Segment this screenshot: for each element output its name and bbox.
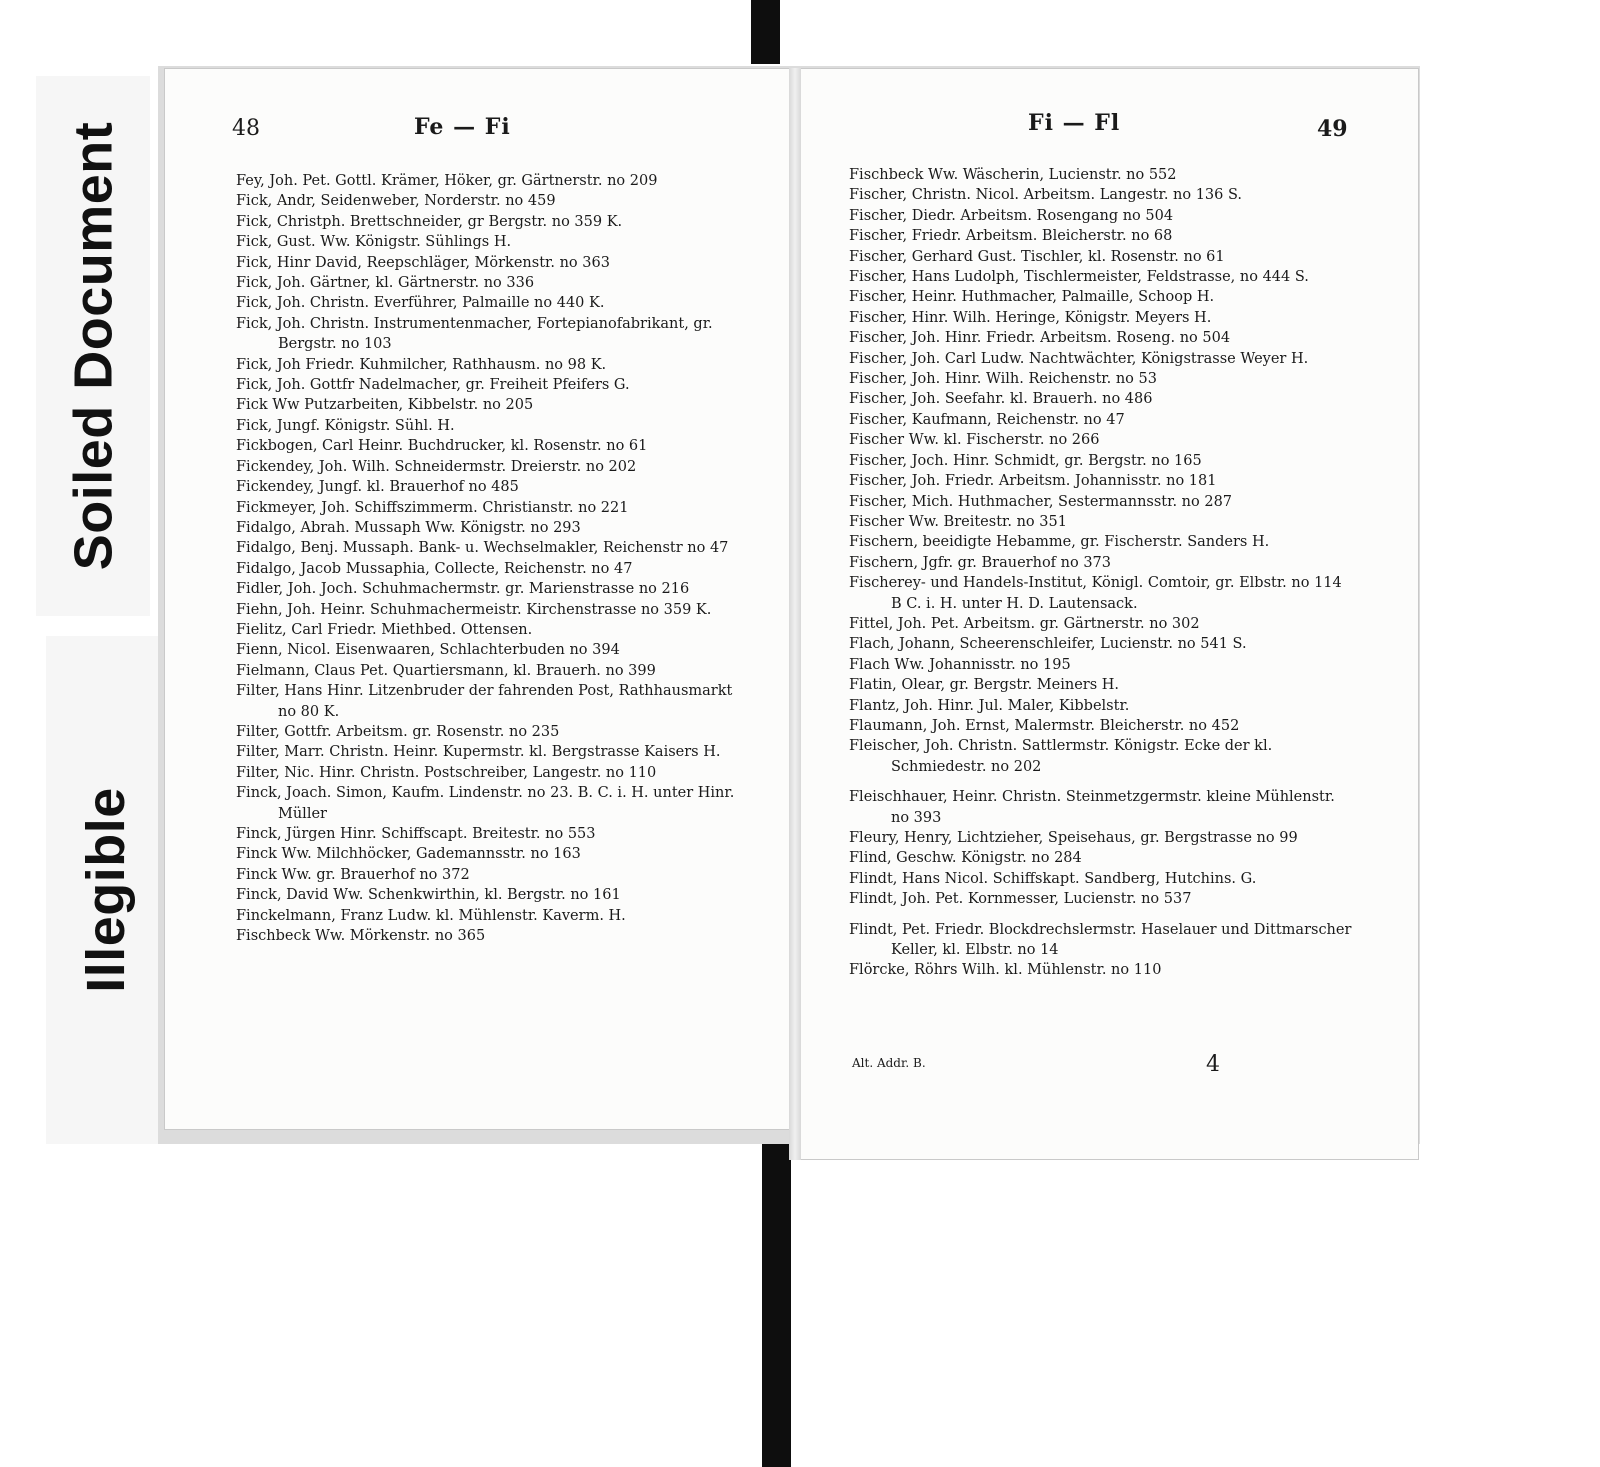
right-page-number: 49 xyxy=(1317,116,1348,142)
directory-entry: Finckelmann, Franz Ludw. kl. Mühlenstr. Kaverm. H. xyxy=(236,907,626,924)
directory-entry: Fischer, Friedr. Arbeitsm. Bleicherstr. no 68 xyxy=(849,228,1173,245)
directory-entry: Fick, Jungf. Königstr. Sühl. H. xyxy=(236,417,455,434)
right-entry-list xyxy=(849,165,1354,981)
directory-entry: Flantz, Joh. Hinr. Jul. Maler, Kibbelstr. xyxy=(849,697,1130,714)
directory-entry: Fischer, Diedr. Arbeitsm. Rosengang no 504 xyxy=(849,207,1174,224)
directory-entry: Fickbogen, Carl Heinr. Buchdrucker, kl. Rosenstr. no 61 xyxy=(236,438,648,455)
directory-entry: Fischer, Heinr. Huthmacher, Palmaille, Schoop H. xyxy=(849,289,1215,306)
left-page-number: 48 xyxy=(232,116,260,141)
directory-entry: Flach, Johann, Scheerenschleifer, Lucienstr. no 541 S. xyxy=(849,636,1247,653)
directory-entry: Finck Ww. Milchhöcker, Gademannsstr. no 163 xyxy=(236,846,581,863)
directory-entry: Fischer, Joh. Hinr. Friedr. Arbeitsm. Roseng. no 504 xyxy=(849,330,1231,347)
directory-entry: Flindt, Pet. Friedr. Blockdrechslermstr. Haselauer und Dittmarscher Keller, kl. Elbstr. no 14 xyxy=(849,921,1352,959)
illegible-label xyxy=(46,636,166,1144)
directory-entry: Fischer, Kaufmann, Reichenstr. no 47 xyxy=(849,411,1125,428)
footer-note: Alt. Addr. B. xyxy=(852,1056,926,1070)
directory-entry: Fielitz, Carl Friedr. Miethbed. Ottensen. xyxy=(236,621,533,638)
directory-entry: Fischern, Jgfr. gr. Brauerhof no 373 xyxy=(849,554,1112,571)
directory-entry: Fischer, Christn. Nicol. Arbeitsm. Langestr. no 136 S. xyxy=(849,187,1243,204)
directory-entry: Flach Ww. Johannisstr. no 195 xyxy=(849,656,1071,673)
directory-entry: Fickendey, Jungf. kl. Brauerhof no 485 xyxy=(236,479,519,496)
directory-entry: Fiehn, Joh. Heinr. Schuhmachermeistr. Kirchenstrasse no 359 K. xyxy=(236,601,712,618)
directory-entry: Fleury, Henry, Lichtzieher, Speisehaus, gr. Bergstrasse no 99 xyxy=(849,830,1298,846)
directory-entry: Fischer, Joch. Hinr. Schmidt, gr. Bergstr. no 165 xyxy=(849,452,1202,469)
illegible-text: Illegible xyxy=(76,787,136,993)
directory-entry: Fischer, Joh. Friedr. Arbeitsm. Johannisstr. no 181 xyxy=(849,473,1217,490)
soiled-document-text: Soiled Document xyxy=(63,121,124,571)
directory-entry: Flindt, Hans Nicol. Schiffskapt. Sandberg, Hutchins. G. xyxy=(849,870,1257,887)
directory-entry: Fidalgo, Jacob Mussaphia, Collecte, Reichenstr. no 47 xyxy=(236,560,633,577)
directory-entry: Fischbeck Ww. Wäscherin, Lucienstr. no 552 xyxy=(849,167,1177,183)
directory-entry: Flatin, Olear, gr. Bergstr. Meiners H. xyxy=(849,677,1120,694)
directory-entry: Flörcke, Röhrs Wilh. kl. Mühlenstr. no 110 xyxy=(849,962,1162,979)
directory-entry: Fischer Ww. kl. Fischerstr. no 266 xyxy=(849,432,1100,449)
directory-entry: Fick, Hinr David, Reepschläger, Mörkenstr. no 363 xyxy=(236,254,610,271)
soiled-document-label xyxy=(36,76,150,616)
directory-entry: Fischbeck Ww. Mörkenstr. no 365 xyxy=(236,928,486,945)
directory-entry: Flindt, Joh. Pet. Kornmesser, Lucienstr. no 537 xyxy=(849,891,1192,908)
directory-entry: Fischer, Joh. Seefahr. kl. Brauerh. no 486 xyxy=(849,391,1153,408)
book-gutter xyxy=(789,68,801,1160)
directory-entry: Finck Ww. gr. Brauerhof no 372 xyxy=(236,866,470,883)
directory-entry: Fey, Joh. Pet. Gottl. Krämer, Höker, gr. Gärtnerstr. no 209 xyxy=(236,173,658,189)
directory-entry: Fittel, Joh. Pet. Arbeitsm. gr. Gärtnerstr. no 302 xyxy=(849,615,1200,632)
directory-entry: Finck, Jürgen Hinr. Schiffscapt. Breitestr. no 553 xyxy=(236,826,596,842)
directory-entry: Fick, Gust. Ww. Königstr. Sühlings H. xyxy=(236,234,512,251)
directory-entry: Finck, David Ww. Schenkwirthin, kl. Bergstr. no 161 xyxy=(236,887,621,904)
binding-strip-bottom xyxy=(762,1132,791,1467)
directory-entry: Fidler, Joh. Joch. Schuhmachermstr. gr. Marienstrasse no 216 xyxy=(236,581,690,598)
directory-entry: Flaumann, Joh. Ernst, Malermstr. Bleicherstr. no 452 xyxy=(849,717,1240,734)
directory-entry: Filter, Gottfr. Arbeitsm. gr. Rosenstr. no 235 xyxy=(236,723,560,740)
directory-entry: Fidalgo, Benj. Mussaph. Bank- u. Wechselmakler, Reichenstr no 47 xyxy=(236,540,729,557)
directory-entry: Fick, Joh. Gottfr Nadelmacher, gr. Freiheit Pfeifers G. xyxy=(236,377,630,394)
directory-entry: Fleischhauer, Heinr. Christn. Steinmetzgermstr. kleine Mühlenstr. no 393 xyxy=(849,789,1335,826)
binding-strip-top xyxy=(751,0,780,64)
directory-entry: Fickendey, Joh. Wilh. Schneidermstr. Dreierstr. no 202 xyxy=(236,458,637,475)
directory-entry: Fischer, Mich. Huthmacher, Sestermannsstr. no 287 xyxy=(849,493,1233,510)
directory-entry: Fischer Ww. Breitestr. no 351 xyxy=(849,513,1067,530)
directory-entry: Fischern, beeidigte Hebamme, gr. Fischerstr. Sanders H. xyxy=(849,534,1270,551)
directory-entry: Fischer, Gerhard Gust. Tischler, kl. Rosenstr. no 61 xyxy=(849,248,1225,265)
directory-entry: Fischer, Joh. Hinr. Wilh. Reichenstr. no 53 xyxy=(849,371,1157,388)
directory-entry: Fick, Joh. Gärtner, kl. Gärtnerstr. no 336 xyxy=(236,275,535,292)
directory-entry: Fick, Joh. Christn. Everführer, Palmaille no 440 K. xyxy=(236,295,605,312)
directory-entry: Fick, Christph. Brettschneider, gr Bergstr. no 359 K. xyxy=(236,213,623,230)
directory-entry: Filter, Marr. Christn. Heinr. Kupermstr. kl. Bergstrasse Kaisers H. xyxy=(236,744,721,761)
directory-entry: Flind, Geschw. Königstr. no 284 xyxy=(849,850,1082,867)
signature-mark: 4 xyxy=(1206,1052,1220,1077)
right-running-head: Fi — Fl xyxy=(1028,110,1121,136)
directory-entry: Fick, Andr, Seidenweber, Norderstr. no 459 xyxy=(236,193,556,210)
directory-entry: Fleischer, Joh. Christn. Sattlermstr. Königstr. Ecke der kl. Schmiedestr. no 202 xyxy=(849,738,1273,775)
directory-entry: Finck, Joach. Simon, Kaufm. Lindenstr. no 23. B. C. i. H. unter Hinr. Müller xyxy=(236,785,735,822)
directory-entry: Fick, Joh Friedr. Kuhmilcher, Rathhausm. no 98 K. xyxy=(236,356,607,373)
directory-entry: Fischer, Hans Ludolph, Tischlermeister, Feldstrasse, no 444 S. xyxy=(849,269,1309,286)
directory-entry: Filter, Nic. Hinr. Christn. Postschreiber, Langestr. no 110 xyxy=(236,764,657,781)
directory-entry: Fick, Joh. Christn. Instrumentenmacher, Fortepianofabrikant, gr. Bergstr. no 103 xyxy=(236,315,713,353)
directory-entry: Fick Ww Putzarbeiten, Kibbelstr. no 205 xyxy=(236,397,534,414)
directory-entry: Fielmann, Claus Pet. Quartiersmann, kl. Brauerh. no 399 xyxy=(236,662,656,679)
directory-entry: Fischer, Joh. Carl Ludw. Nachtwächter, Königstrasse Weyer H. xyxy=(849,350,1309,367)
directory-entry: Filter, Hans Hinr. Litzenbruder der fahrenden Post, Rathhausmarkt no 80 K. xyxy=(236,683,733,720)
left-running-head: Fe — Fi xyxy=(414,114,511,140)
left-entry-list xyxy=(236,171,736,946)
directory-entry: Fidalgo, Abrah. Mussaph Ww. Königstr. no 293 xyxy=(236,519,581,536)
directory-entry: Fickmeyer, Joh. Schiffszimmerm. Christianstr. no 221 xyxy=(236,499,629,516)
directory-entry: Fienn, Nicol. Eisenwaaren, Schlachterbuden no 394 xyxy=(236,642,620,659)
directory-entry: Fischerey- und Handels-Institut, Königl. Comtoir, gr. Elbstr. no 114 B C. i. H. unter H. D. Lautensack. xyxy=(849,575,1342,612)
directory-entry: Fischer, Hinr. Wilh. Heringe, Königstr. Meyers H. xyxy=(849,309,1212,326)
